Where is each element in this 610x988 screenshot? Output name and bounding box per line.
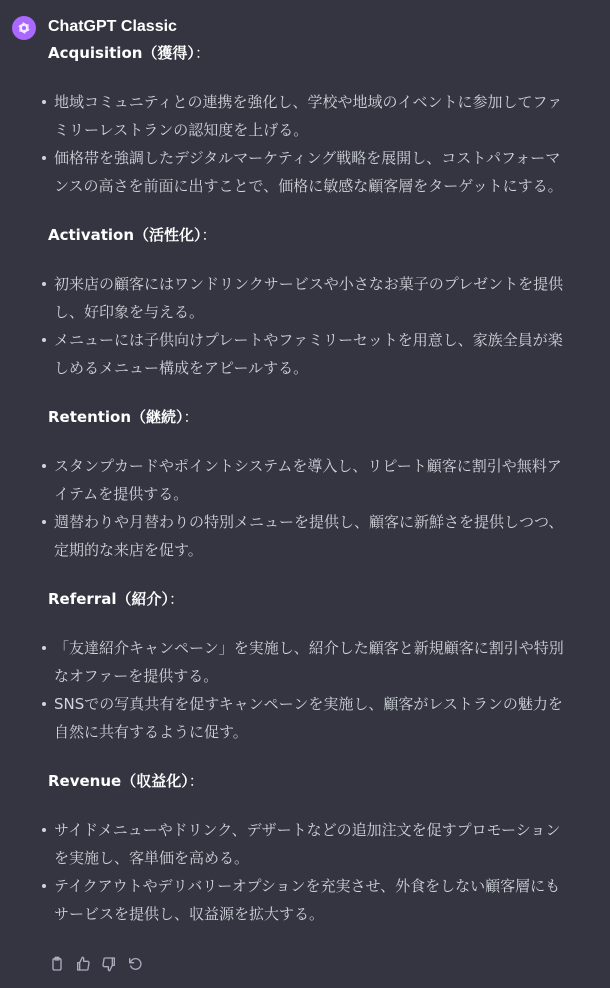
openai-logo-icon	[16, 20, 32, 36]
section-heading: Activation（活性化）：	[48, 226, 217, 244]
list-item: 「友達紹介キャンペーン」を実施し、紹介した顧客と新規顧客に割引や特別なオファーを提供する。	[48, 634, 566, 690]
message-actions	[48, 955, 144, 973]
section-referral	[48, 588, 588, 746]
sender-name: ChatGPT Classic	[48, 18, 177, 35]
thumbs-down-button[interactable]	[100, 955, 118, 973]
list-item: 週替わりや月替わりの特別メニューを提供し、顧客に新鮮さを提供しつつ、定期的な来店を促す。	[48, 508, 566, 564]
list-item: 初来店の顧客にはワンドリンクサービスや小さなお菓子のプレゼントを提供し、好印象を与える。	[48, 270, 566, 326]
copy-button[interactable]	[48, 955, 66, 973]
bullet-list	[48, 816, 588, 928]
section-heading: Retention（継続）：	[48, 408, 199, 426]
list-item: スタンプカードやポイントシステムを導入し、リピート顧客に割引や無料アイテムを提供する。	[48, 452, 566, 508]
section-revenue	[48, 770, 588, 928]
bullet-list	[48, 452, 588, 564]
section-acquisition	[48, 42, 588, 200]
thumbs-up-button[interactable]	[74, 955, 92, 973]
bullet-list	[48, 270, 588, 382]
list-item: 価格帯を強調したデジタルマーケティング戦略を展開し、コストパフォーマンスの高さを前面に出すことで、価格に敏感な顧客層をターゲットにする。	[48, 144, 566, 200]
section-heading: Acquisition（獲得）：	[48, 44, 210, 62]
message-content	[48, 42, 588, 928]
section-activation	[48, 224, 588, 382]
bullet-list	[48, 88, 588, 200]
section-heading: Revenue（収益化）：	[48, 772, 204, 790]
section-retention	[48, 406, 588, 564]
regenerate-button[interactable]	[126, 955, 144, 973]
list-item: SNSでの写真共有を促すキャンペーンを実施し、顧客がレストランの魅力を自然に共有するように促す。	[48, 690, 566, 746]
list-item: 地域コミュニティとの連携を強化し、学校や地域のイベントに参加してファミリーレストランの認知度を上げる。	[48, 88, 566, 144]
list-item: テイクアウトやデリバリーオプションを充実させ、外食をしない顧客層にもサービスを提供し、収益源を拡大する。	[48, 872, 566, 928]
bullet-list	[48, 634, 588, 746]
thumbs-down-icon	[101, 956, 117, 972]
list-item: メニューには子供向けプレートやファミリーセットを用意し、家族全員が楽しめるメニュー構成をアピールする。	[48, 326, 566, 382]
assistant-avatar	[12, 16, 36, 40]
clipboard-icon	[49, 956, 65, 972]
thumbs-up-icon	[75, 956, 91, 972]
refresh-icon	[127, 956, 143, 972]
list-item: サイドメニューやドリンク、デザートなどの追加注文を促すプロモーションを実施し、客単価を高める。	[48, 816, 566, 872]
section-heading: Referral（紹介）：	[48, 590, 184, 608]
